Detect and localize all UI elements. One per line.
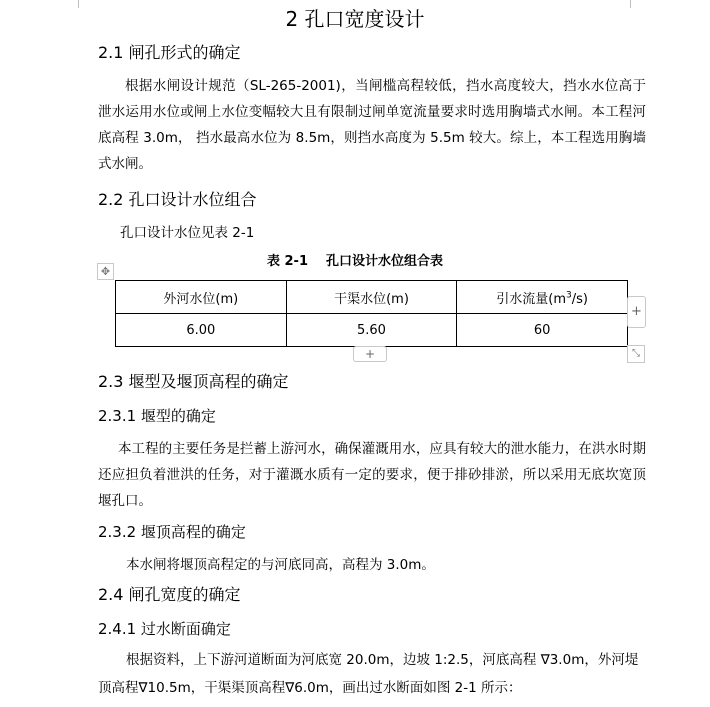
table-header-cell[interactable]: 干渠水位(m) <box>286 281 457 314</box>
section-2-3-1-heading: 2.3.1 堰型的确定 <box>98 407 216 425</box>
table-caption-title: 孔口设计水位组合表 <box>326 254 444 269</box>
section-2-3-2-paragraph: 本水闸将堰顶高程定的与河底同高，高程为 3.0m。 <box>126 557 435 573</box>
flow-unit-superscript: 3 <box>566 290 572 301</box>
table-resize-icon[interactable]: ⤡ <box>627 345 645 363</box>
table-cell[interactable]: 60 <box>457 314 628 347</box>
section-2-1-heading: 2.1 闸孔形式的确定 <box>98 43 241 62</box>
table-header-cell[interactable]: 外河水位(m) <box>116 281 287 314</box>
section-2-3-heading: 2.3 堰型及堰顶高程的确定 <box>98 372 289 391</box>
table-row <box>116 314 628 347</box>
table-header-cell-flow[interactable] <box>457 281 628 314</box>
section-2-3-1-paragraph: 本工程的主要任务是拦蓄上游河水，确保灌溉用水，应具有较大的泄水能力，在洪水时期还应担负着泄洪的任务，对于灌溉水质有一定的要求，便于排砂排淤，所以采用无底坎宽顶堰孔口。 <box>98 441 646 509</box>
flow-unit-tail: /s) <box>571 291 589 307</box>
flow-header-text: 引水流量(m <box>496 291 567 307</box>
add-column-button[interactable]: + <box>627 296 646 328</box>
section-2-2-intro: 孔口设计水位见表 2-1 <box>120 225 255 241</box>
section-2-3-2-heading: 2.3.2 堰顶高程的确定 <box>98 523 246 541</box>
section-2-4-1-line-2: 顶高程∇10.5m，干渠渠顶高程∇6.0m，画出过水断面如图 2-1 所示： <box>98 680 522 696</box>
section-2-1-paragraph: 根据水闸设计规范（SL-265-2001)，当闸槛高程较低，挡水高度较大，挡水水位高于泄水运用水位或闸上水位变幅较大且有限制过闸单宽流量要求时选用胸墙式水闸。本工程河底高程 3.0m， 挡水最高水位为 8.5m，则挡水高度为 5.5m 较大。综上，本工程选用胸墙式水闸。 <box>98 78 646 172</box>
table-move-handle-icon[interactable]: ✥ <box>97 263 114 280</box>
chapter-title: 2 孔口宽度设计 <box>285 7 425 31</box>
table-2-1 <box>115 280 628 347</box>
add-row-button[interactable]: + <box>353 346 387 362</box>
table-header-row <box>116 281 628 314</box>
section-2-4-1-line-1: 根据资料，上下游河道断面为河底宽 20.0m，边坡 1:2.5，河底高程 ∇3.0m，外河堤 <box>126 652 639 668</box>
table-cell[interactable]: 5.60 <box>286 314 457 347</box>
section-2-4-heading: 2.4 闸孔宽度的确定 <box>98 585 241 604</box>
section-2-2-heading: 2.2 孔口设计水位组合 <box>98 190 257 209</box>
section-2-4-1-heading: 2.4.1 过水断面确定 <box>98 620 231 638</box>
table-caption-number: 表 2-1 <box>266 254 308 269</box>
table-cell[interactable]: 6.00 <box>116 314 287 347</box>
